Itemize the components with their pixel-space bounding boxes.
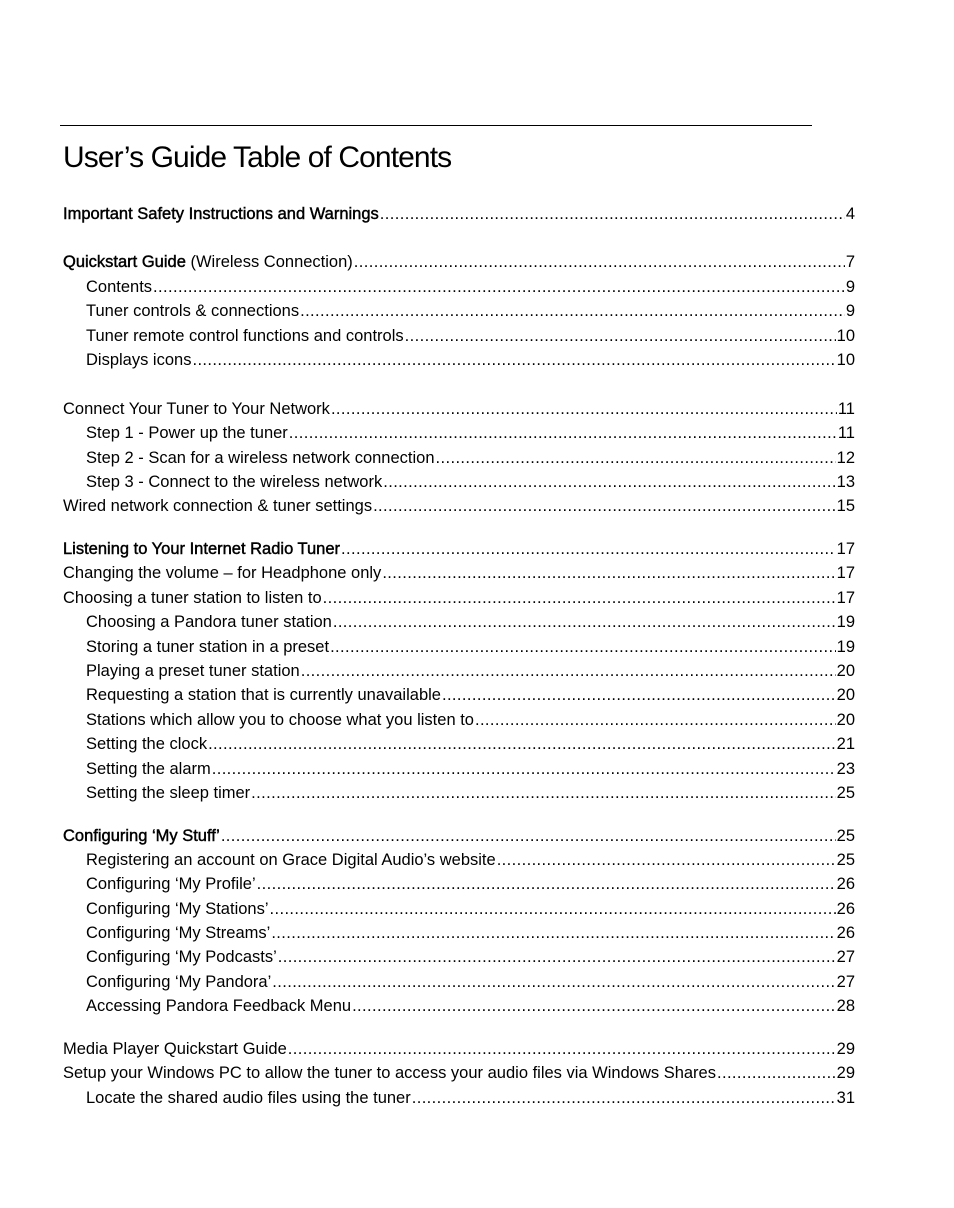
toc-entry[interactable]: [63, 1038, 855, 1060]
toc-entry[interactable]: [63, 587, 855, 609]
toc-entry-text: Choosing a Pandora tuner station: [86, 613, 332, 631]
toc-page-number: 15: [836, 497, 855, 515]
toc-entry-title: [86, 733, 207, 755]
toc-page-number: 31: [836, 1089, 855, 1107]
toc-entry-title: [86, 849, 496, 871]
toc-entry[interactable]: [63, 203, 855, 225]
dot-leader: [208, 733, 836, 755]
dot-leader: [272, 971, 835, 993]
toc-entry[interactable]: [86, 471, 855, 493]
toc-entry-title: [86, 782, 250, 804]
dot-leader: [330, 636, 836, 658]
toc-entry-title: [86, 946, 277, 968]
toc-entry-text: Tuner remote control functions and controls: [86, 327, 404, 345]
toc-page-number: 11: [837, 424, 855, 442]
toc-entry-title: [86, 300, 299, 322]
toc-entry-text: (Wireless Connection): [185, 253, 353, 271]
dot-leader: [221, 825, 836, 847]
toc-entry-title: [63, 825, 220, 847]
dot-leader: [257, 873, 836, 895]
toc-entry-title: [86, 349, 191, 371]
toc-entry-title: [86, 422, 288, 444]
toc-entry-text: Setting the alarm: [86, 760, 211, 778]
toc-entry[interactable]: [86, 447, 855, 469]
toc-entry-text: Configuring ‘My Podcasts’: [86, 948, 277, 966]
dot-leader: [442, 684, 836, 706]
toc-entry-heading: Listening to Your Internet Radio Tuner: [63, 540, 341, 558]
toc-entry-heading: Configuring ‘My Stuff’: [63, 827, 220, 845]
toc-entry[interactable]: [86, 709, 855, 731]
dot-leader: [352, 995, 836, 1017]
dot-leader: [717, 1062, 836, 1084]
toc-entry-title: [63, 203, 379, 225]
toc-page-number: 25: [836, 784, 855, 802]
toc-entry-text: Step 1 - Power up the tuner: [86, 424, 288, 442]
toc-entry-title: [86, 873, 256, 895]
toc-entry[interactable]: [86, 898, 855, 920]
dot-leader: [301, 660, 836, 682]
toc-entry-text: Playing a preset tuner station: [86, 662, 300, 680]
toc-entry-text: Configuring ‘My Profile’: [86, 875, 256, 893]
toc-entry[interactable]: [63, 538, 855, 560]
toc-page-number: 20: [836, 711, 855, 729]
toc-entry-title: [63, 1062, 716, 1084]
dot-leader: [405, 325, 836, 347]
toc-entry-title: [86, 325, 404, 347]
toc-page-number: 9: [845, 278, 855, 296]
toc-entry-text: Contents: [86, 278, 153, 296]
dot-leader: [300, 300, 845, 322]
dot-leader: [382, 562, 835, 584]
toc-entry-text: Configuring ‘My Stations’: [86, 900, 269, 918]
toc-entry-heading: Important Safety Instructions and Warnings: [63, 205, 379, 223]
toc-entry-title: [86, 611, 332, 633]
toc-page-number: 29: [836, 1040, 855, 1058]
toc-entry[interactable]: [86, 276, 855, 298]
dot-leader: [289, 422, 837, 444]
toc-entry[interactable]: [86, 660, 855, 682]
toc-entry-title: [86, 1087, 411, 1109]
toc-entry[interactable]: [63, 495, 855, 517]
toc-entry-text: Accessing Pandora Feedback Menu: [86, 997, 352, 1015]
toc-entry-title: [63, 538, 340, 560]
toc-page-number: 21: [836, 735, 855, 753]
dot-leader: [412, 1087, 836, 1109]
toc-page-number: 25: [836, 827, 855, 845]
toc-entry[interactable]: [86, 922, 855, 944]
dot-leader: [380, 203, 845, 225]
toc-entry-text: Connect Your Tuner to Your Network: [63, 400, 330, 418]
toc-entry[interactable]: [86, 636, 855, 658]
toc-entry[interactable]: [86, 684, 855, 706]
dot-leader: [271, 922, 835, 944]
toc-entry-title: [86, 758, 211, 780]
toc-entry-text: Step 3 - Connect to the wireless network: [86, 473, 383, 491]
toc-page-number: 7: [845, 253, 855, 271]
dot-leader: [331, 398, 837, 420]
dot-leader: [270, 898, 836, 920]
toc-entry-text: Stations which allow you to choose what you listen to: [86, 711, 474, 729]
toc-entry[interactable]: [63, 251, 855, 273]
toc-page-number: 28: [836, 997, 855, 1015]
dot-leader: [153, 276, 845, 298]
toc-page-number: 26: [836, 900, 855, 918]
dot-leader: [383, 471, 835, 493]
dot-leader: [192, 349, 835, 371]
toc-entry-title: [86, 971, 271, 993]
toc-page-number: 13: [836, 473, 855, 491]
toc-page-number: 17: [836, 540, 855, 558]
dot-leader: [278, 946, 836, 968]
dot-leader: [251, 782, 835, 804]
toc-entry-title: [86, 684, 441, 706]
toc-entry-text: Wired network connection & tuner settings: [63, 497, 373, 515]
toc-entry[interactable]: [86, 733, 855, 755]
toc-page-number: 19: [836, 638, 855, 656]
toc-page-number: 26: [836, 875, 855, 893]
toc-entry-text: Changing the volume – for Headphone only: [63, 564, 382, 582]
toc-page-number: 17: [836, 564, 855, 582]
toc-page-number: 10: [836, 327, 855, 345]
toc-page-number: 10: [836, 351, 855, 369]
dot-leader: [323, 587, 836, 609]
toc-entry[interactable]: [86, 349, 855, 371]
toc-page-number: 4: [845, 205, 855, 223]
toc-page-number: 25: [836, 851, 855, 869]
dot-leader: [373, 495, 836, 517]
toc-entry[interactable]: [86, 873, 855, 895]
toc-page-number: 29: [836, 1064, 855, 1082]
toc-entry[interactable]: [63, 1062, 855, 1084]
toc-page-number: 17: [836, 589, 855, 607]
toc-page-number: 20: [836, 662, 855, 680]
toc-entry[interactable]: [63, 562, 855, 584]
toc-entry[interactable]: [63, 825, 855, 847]
toc-entry-text: Tuner controls & connections: [86, 302, 300, 320]
toc-entry-text: Configuring ‘My Pandora’: [86, 973, 272, 991]
dot-leader: [212, 758, 836, 780]
toc-page-number: 23: [836, 760, 855, 778]
toc-entry[interactable]: [86, 946, 855, 968]
toc-entry[interactable]: [86, 325, 855, 347]
toc-entry-title: [86, 922, 270, 944]
toc-entry-title: [86, 471, 382, 493]
toc-entry-title: [86, 660, 300, 682]
toc-entry-title: [86, 995, 351, 1017]
toc-entry-heading: Quickstart Guide: [63, 253, 186, 271]
toc-entry[interactable]: [86, 758, 855, 780]
dot-leader: [497, 849, 836, 871]
toc-entry[interactable]: [86, 995, 855, 1017]
toc-page-number: 9: [845, 302, 855, 320]
toc-entry-text: Choosing a tuner station to listen to: [63, 589, 322, 607]
dot-leader: [436, 447, 836, 469]
dot-leader: [288, 1038, 836, 1060]
toc-entry-text: Displays icons: [86, 351, 192, 369]
toc-page-number: 27: [836, 948, 855, 966]
toc-entry-text: Step 2 - Scan for a wireless network connection: [86, 449, 435, 467]
toc-entry[interactable]: [86, 849, 855, 871]
toc-page-number: 27: [836, 973, 855, 991]
toc-entry[interactable]: [86, 782, 855, 804]
toc-page-number: 19: [836, 613, 855, 631]
toc-entry-text: Configuring ‘My Streams’: [86, 924, 271, 942]
toc-entry-title: [86, 276, 152, 298]
dot-leader: [354, 251, 845, 273]
toc-page-number: 26: [836, 924, 855, 942]
toc-page-number: 11: [837, 400, 855, 418]
dot-leader: [475, 709, 836, 731]
toc-entry-text: Setting the clock: [86, 735, 208, 753]
toc-entry-text: Registering an account on Grace Digital Audio’s website: [86, 851, 496, 869]
toc-entry-text: Setup your Windows PC to allow the tuner to access your audio files via Windows Shares: [63, 1064, 716, 1082]
toc-entry-title: [63, 251, 353, 273]
toc-entry[interactable]: [86, 300, 855, 322]
toc-entry-title: [63, 1038, 287, 1060]
toc-entry[interactable]: [86, 422, 855, 444]
toc-entry-title: [63, 562, 381, 584]
toc-entry-text: Storing a tuner station in a preset: [86, 638, 330, 656]
toc-entry-title: [86, 709, 474, 731]
toc-entry[interactable]: [63, 398, 855, 420]
toc-entry-title: [63, 398, 330, 420]
page-title: User’s Guide Table of Contents: [63, 141, 452, 174]
toc-entry-title: [86, 636, 329, 658]
toc-page-number: 20: [836, 686, 855, 704]
toc-entry[interactable]: [86, 971, 855, 993]
toc-entry-text: Media Player Quickstart Guide: [63, 1040, 287, 1058]
toc-entry[interactable]: [86, 611, 855, 633]
dot-leader: [333, 611, 836, 633]
toc-entry-text: Requesting a station that is currently unavailable: [86, 686, 441, 704]
toc-page-number: 12: [836, 449, 855, 467]
toc-entry-text: Locate the shared audio files using the tuner: [86, 1089, 411, 1107]
toc-entry-title: [63, 587, 322, 609]
dot-leader: [341, 538, 836, 560]
toc-entry-text: Setting the sleep timer: [86, 784, 251, 802]
toc-entry[interactable]: [86, 1087, 855, 1109]
toc-entry-title: [86, 898, 269, 920]
toc-entry-title: [86, 447, 435, 469]
toc-entry-title: [63, 495, 372, 517]
